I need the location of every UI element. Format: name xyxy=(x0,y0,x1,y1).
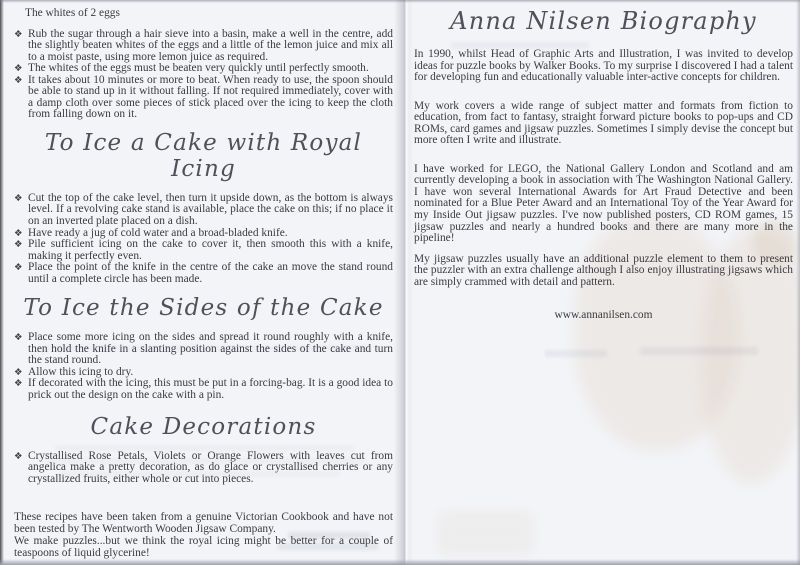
biography-paragraph: My work covers a wide range of subject matter and formats from fiction to education, from fact to fantasy, straight forward picture books to pop-ups and CD ROMs, card games and jigsaw puzzles. Sometimes I simply devise the concept but more often I write and illustrate. xyxy=(414,99,793,147)
decoration-steps xyxy=(14,451,393,486)
section-heading-decorations: Cake Decorations xyxy=(90,413,317,440)
diamond-bullet-icon: ❖ xyxy=(14,28,23,40)
diamond-bullet-icon: ❖ xyxy=(14,378,23,390)
diamond-bullet-icon: ❖ xyxy=(14,74,23,86)
royal-icing-mix-steps xyxy=(14,29,393,121)
diamond-bullet-icon: ❖ xyxy=(14,63,23,75)
biography-paragraph: I have worked for LEGO, the National Gallery London and Scotland and am currently developing a book in association with The Washington National Gallery. I have won several International Awards for Art Fraud Detective and been nominated for a Blue Peter Award and an International Toy of the Year Award for my Inside Out jigsaw puzzles. I've now published posters, CD ROM games, 15 jigsaw puzzles and nearly a hundred books and there are many more in the pipeline! xyxy=(414,162,793,245)
section-heading-ice-sides: To Ice the Sides of the Cake xyxy=(23,295,384,322)
recipe-step-text: Cut the top of the cake level, then turn it upside down, as the bottom is always level. If a revolving cake stand is available, place the cake on this; if no place it on an inverted plate placed on a dish. xyxy=(28,191,393,228)
diamond-bullet-icon: ❖ xyxy=(14,262,23,274)
recipe-step xyxy=(14,378,393,401)
disclaimer-line: These recipes have been taken from a genuine Victorian Cookbook and have not been tested by The Wentworth Wooden Jigsaw Company. xyxy=(14,511,393,536)
ingredient-line: The whites of 2 eggs xyxy=(25,7,120,19)
recipe-step-text: If decorated with the icing, this must be put in a forcing-bag. It is a good idea to prick out the design on the cake with a pin. xyxy=(28,377,393,402)
recipe-step xyxy=(14,239,393,262)
recipe-step xyxy=(14,262,393,285)
recipe-step xyxy=(14,332,393,367)
recipe-step-text: Place the point of the knife in the centre of the cake an move the stand round until a complete circle has been made. xyxy=(28,261,393,285)
diamond-bullet-icon: ❖ xyxy=(14,227,23,239)
website-text: www.annanilsen.com xyxy=(554,309,653,322)
recipe-page xyxy=(0,0,400,561)
recipe-step-text: Allow this icing to dry. xyxy=(28,365,134,378)
recipe-disclaimer xyxy=(14,512,393,559)
recipe-step-text: Rub the sugar through a hair sieve into a basin, make a well in the centre, add the slightly beaten whites of the eggs and a little of the lemon juice and mix all to a moist paste, using more lemon juice as required. xyxy=(28,27,393,63)
section-heading-royal-icing: To Ice a Cake with Royal Icing xyxy=(44,129,363,182)
recipe-step-text: Pile sufficient icing on the cake to cover it, then smooth this with a knife, making it perfectly even. xyxy=(28,238,393,262)
biography-paragraph: In 1990, whilst Head of Graphic Arts and Illustration, I was invited to develop ideas for puzzle books by Walker Books. To my surprise I discovered I had a talent for developing fun and educationally valuable inter-active concepts for children. xyxy=(414,48,793,84)
recipe-step xyxy=(14,193,393,228)
recipe-step-text: Crystallised Rose Petals, Violets or Orange Flowers with leaves cut from angelica make a pretty decoration, as do glace or crystallised cherries or any crystallized fruits, either whole or cut into pieces. xyxy=(28,449,393,485)
page-fold xyxy=(394,0,414,565)
recipe-step xyxy=(14,451,393,486)
biography-page xyxy=(407,0,798,561)
page-title-biography: Anna Nilsen Biography xyxy=(450,7,757,35)
biography-paragraph: My jigsaw puzzles usually have an additional puzzle element to them to present the puzzler with an extra challenge although I also enjoy illustrating jigsaws which are simply crammed with detail and pattern. xyxy=(414,252,793,288)
diamond-bullet-icon: ❖ xyxy=(14,239,23,251)
diamond-bullet-icon: ❖ xyxy=(14,332,23,344)
ice-sides-steps xyxy=(14,332,393,401)
recipe-step-text: Place some more icing on the sides and spread it round roughly with a knife, then hold the knife in a slanting position against the sides of the cake and turn the stand round. xyxy=(28,331,393,367)
recipe-step xyxy=(14,63,393,75)
ice-cake-steps xyxy=(14,193,393,285)
recipe-step-text: Have ready a jug of cold water and a broad-bladed knife. xyxy=(28,226,288,239)
recipe-step xyxy=(14,75,393,121)
recipe-step-text: The whites of the eggs must be beaten very quickly until perfectly smooth. xyxy=(28,62,369,75)
diamond-bullet-icon: ❖ xyxy=(14,192,23,204)
diamond-bullet-icon: ❖ xyxy=(14,366,23,378)
recipe-step-text: It takes about 10 minutes or more to beat. When ready to use, the spoon should be able to stand up in it without falling. If not required immediately, cover with a damp cloth over some pieces of stick placed over the icing to keep the cloth from falling down on it. xyxy=(28,73,393,121)
diamond-bullet-icon: ❖ xyxy=(14,450,23,462)
disclaimer-line: We make puzzles...but we think the royal icing might be better for a couple of teaspoons of liquid glycerine! xyxy=(14,534,393,559)
recipe-step xyxy=(14,29,393,64)
